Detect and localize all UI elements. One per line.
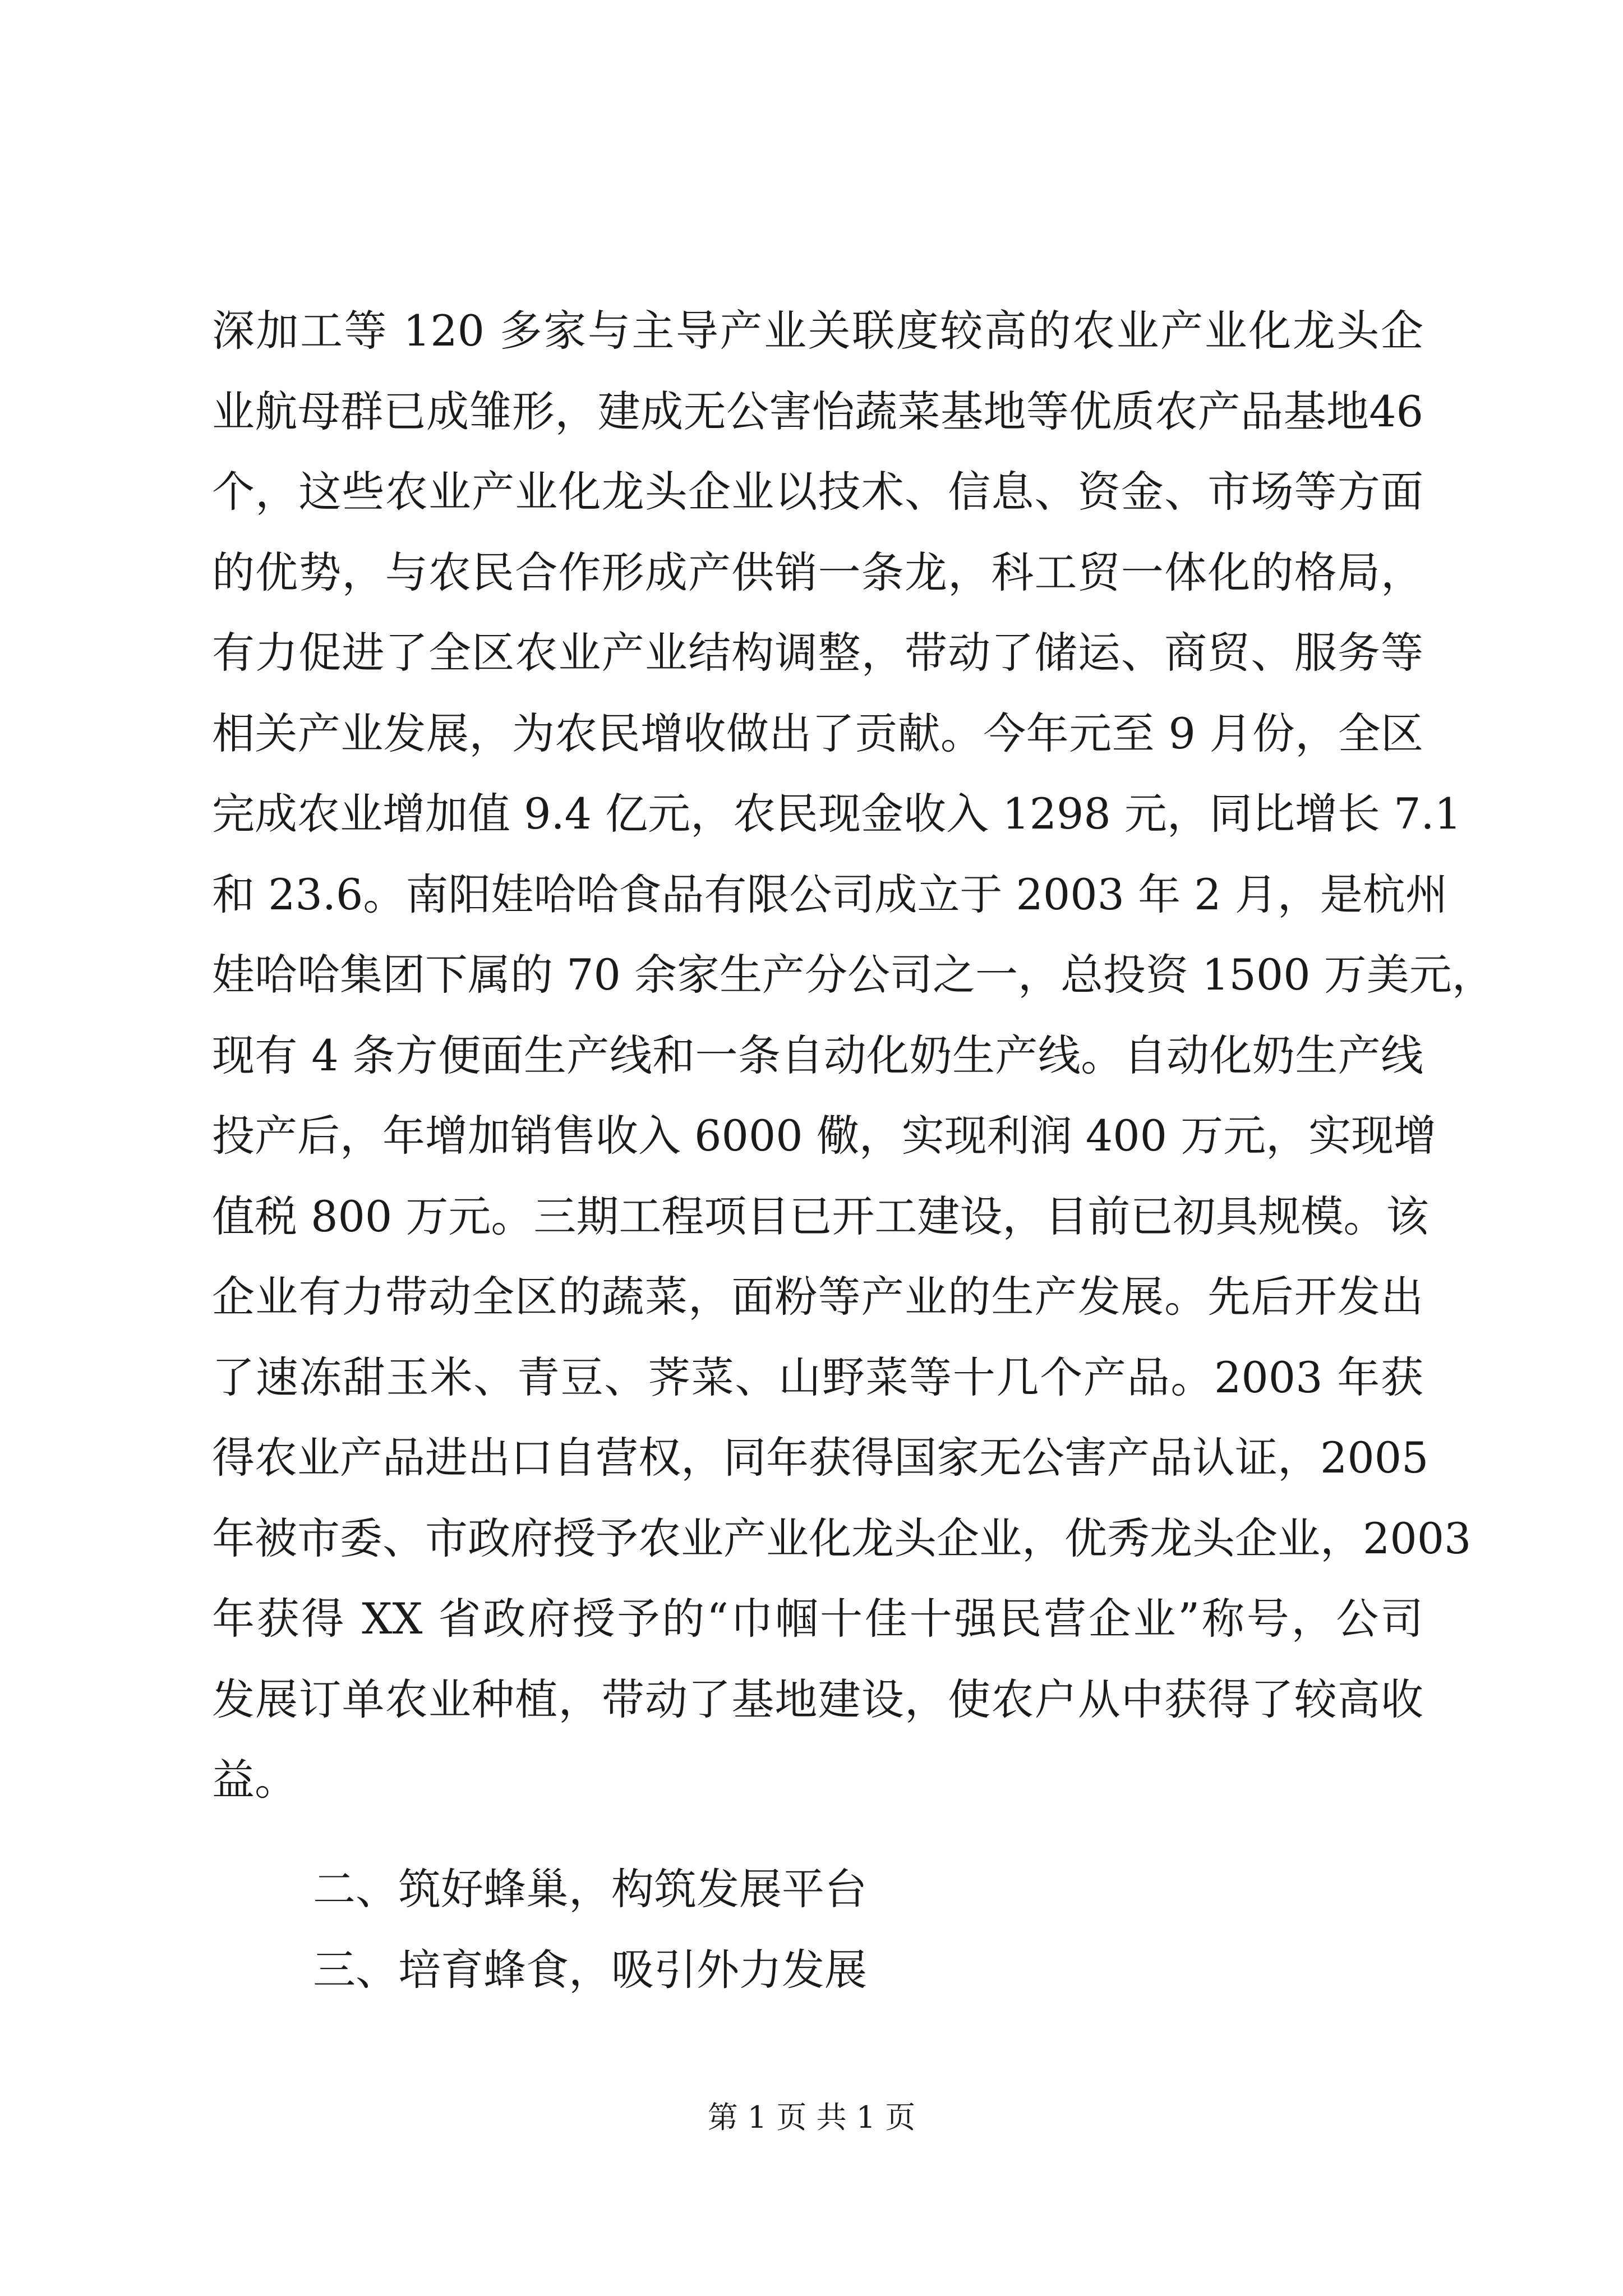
section-heading-2: 二、筑好蜂巢，构筑发展平台 [313, 1864, 867, 1914]
paragraph-line: 投产后，年增加销售收入 6000 儆，实现利润 400 万元，实现增 [212, 1111, 1437, 1161]
paragraph-line: 值税 800 万元。三期工程项目已开工建设，目前已初具规模。该 [212, 1191, 1429, 1241]
paragraph-line: 有力促进了全区农业产业结构调整，带动了储运、商贸、服务等 [212, 628, 1423, 678]
paragraph-line: 年被市委、市政府授予农业产业化龙头企业，优秀龙头企业，2003 [212, 1513, 1472, 1563]
paragraph-line: 娃哈哈集团下属的 70 余家生产分公司之一，总投资 1500 万美元， [212, 950, 1495, 1000]
paragraph-line: 业航母群已成雏形，建成无公害怡蔬菜基地等优质农产品基地46 [212, 386, 1423, 436]
paragraph-line: 的优势，与农民合作形成产供销一条龙，科工贸一体化的格局， [212, 547, 1423, 597]
paragraph-line: 和 23.6。南阳娃哈哈食品有限公司成立于 2003 年 2 月，是杭州 [212, 869, 1448, 919]
paragraph-line: 企业有力带动全区的蔬菜，面粉等产业的生产发展。先后开发出 [212, 1272, 1423, 1322]
paragraph-line: 益。 [212, 1755, 297, 1805]
paragraph-line: 得农业产品进出口自营权，同年获得国家无公害产品认证，2005 [212, 1433, 1429, 1483]
paragraph-line: 个，这些农业产业化龙头企业以技术、信息、资金、市场等方面 [212, 467, 1423, 517]
page-footer: 第 1 页 共 1 页 [707, 2100, 916, 2135]
paragraph-line: 深加工等 120 多家与主导产业关联度较高的农业产业化龙头企 [212, 306, 1423, 356]
paragraph-line: 发展订单农业种植，带动了基地建设，使农户从中获得了较高收 [212, 1674, 1423, 1724]
paragraph-line: 了速冻甜玉米、青豆、荠菜、山野菜等十几个产品。2003 年获 [212, 1352, 1423, 1402]
section-heading-3: 三、培育蜂食，吸引外力发展 [313, 1945, 867, 1995]
paragraph-line: 现有 4 条方便面生产线和一条自动化奶生产线。自动化奶生产线 [212, 1030, 1423, 1080]
paragraph-line: 相关产业发展，为农民增收做出了贡献。今年元至 9 月份，全区 [212, 708, 1423, 758]
paragraph-line: 年获得 XX 省政府授予的“巾帼十佳十强民营企业”称号，公司 [212, 1594, 1423, 1644]
body-paragraph [212, 291, 1495, 1820]
paragraph-line: 完成农业增加值 9.4 亿元，农民现金收入 1298 元，同比增长 7.1 [212, 789, 1461, 839]
